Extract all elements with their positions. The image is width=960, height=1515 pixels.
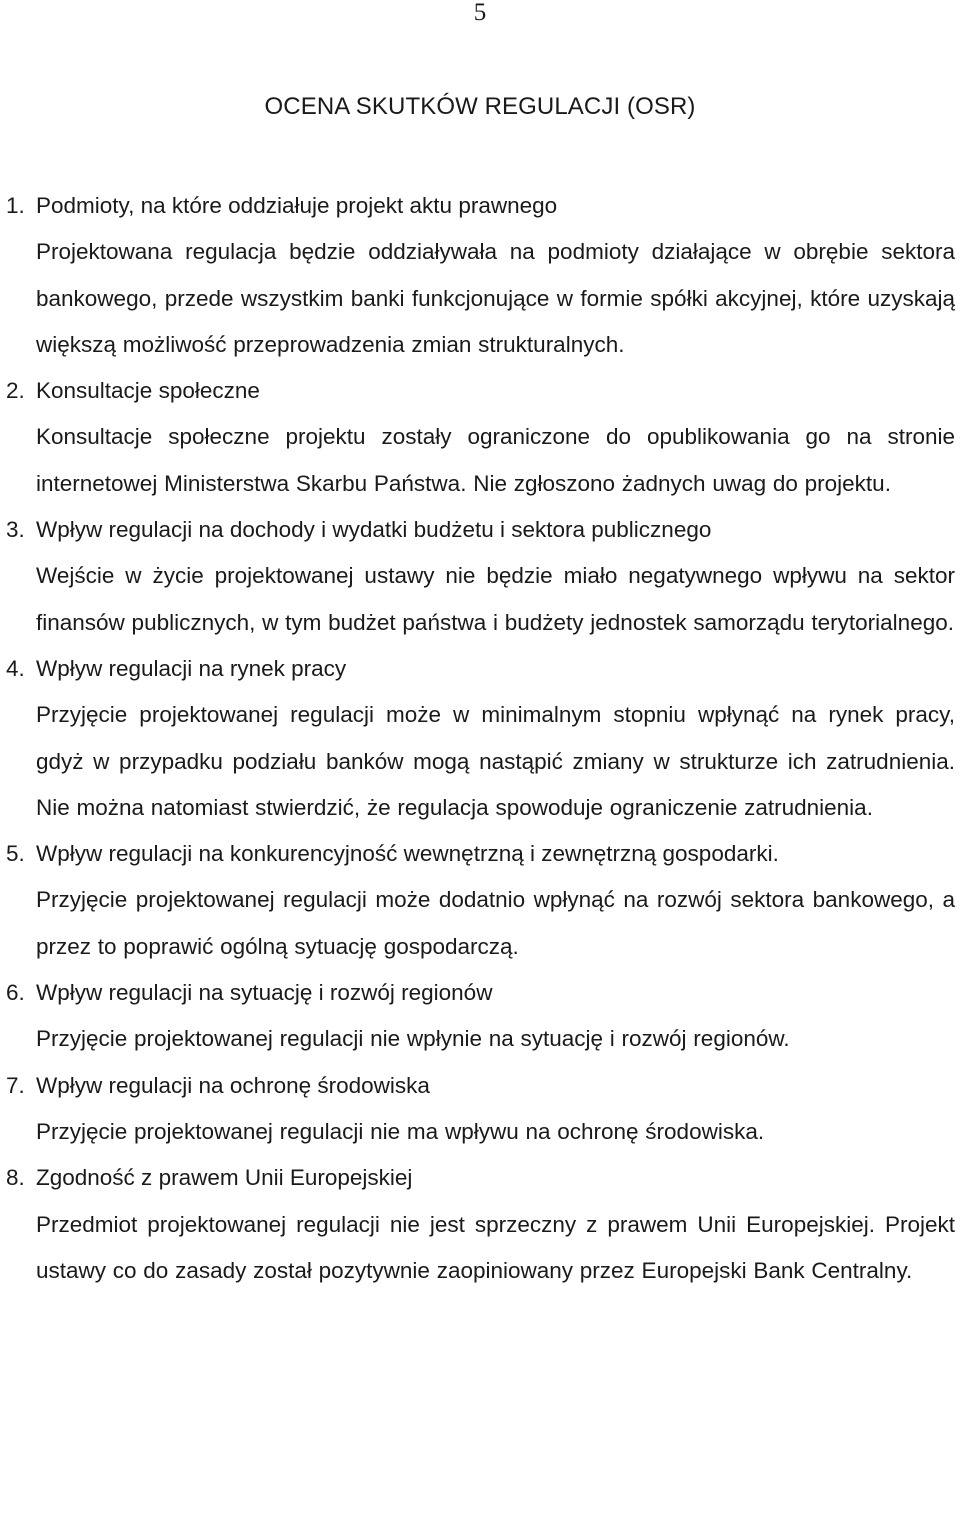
section-body: Przedmiot projektowanej regulacji nie jest sprzeczny z prawem Unii Europejskiej. Projekt ustawy co do zasady został pozytywnie zaopiniowany przez Europejski Bank Centralny. — [36, 1211, 955, 1283]
section-heading — [0, 646, 956, 692]
section-number: 7. — [6, 1072, 25, 1098]
sections-list — [0, 183, 960, 1294]
section-body: Konsultacje społeczne projektu zostały ograniczone do opublikowania go na stronie internetowej Ministerstwa Skarbu Państwa. Nie zgłoszono żadnych uwag do projektu. — [36, 424, 955, 496]
section-body: Przyjęcie projektowanej regulacji nie wpłynie na sytuację i rozwój regionów. — [36, 1026, 790, 1052]
section-body: Przyjęcie projektowanej regulacji nie ma wpływu na ochronę środowiska. — [36, 1118, 765, 1144]
section-number: 8. — [6, 1165, 25, 1191]
section-heading-text: Wpływ regulacji na sytuację i rozwój regionów — [36, 980, 493, 1006]
section-heading-text: Wpływ regulacji na konkurencyjność wewnętrzną i zewnętrzną gospodarki. — [36, 841, 779, 867]
section-heading — [0, 831, 956, 877]
section-heading — [0, 183, 956, 229]
section-heading-text: Podmioty, na które oddziałuje projekt aktu prawnego — [36, 193, 558, 218]
section-number: 1. — [6, 193, 25, 218]
section-3 — [0, 507, 960, 646]
section-heading — [0, 1155, 956, 1201]
section-number: 4. — [6, 655, 25, 681]
section-body: Wejście w życie projektowanej ustawy nie będzie miało negatywnego wpływu na sektor finansów publicznych, w tym budżet państwa i budżety jednostek samorządu terytorialnego. — [36, 563, 955, 635]
section-heading — [0, 1063, 956, 1109]
section-6 — [0, 970, 960, 1063]
section-8 — [0, 1155, 960, 1294]
section-number: 3. — [6, 517, 25, 543]
page-number: 5 — [473, 0, 487, 26]
document-title: OCENA SKUTKÓW REGULACJI (OSR) — [264, 93, 696, 120]
section-number: 5. — [6, 841, 25, 867]
section-body: Projektowana regulacja będzie oddziaływała na podmioty działające w obrębie sektora bankowego, przede wszystkim banki funkcjonujące w formie spółki akcyjnej, które uzyskają większą możliwość przeprowadzenia zmian strukturalnych. — [36, 239, 955, 357]
section-heading-text: Wpływ regulacji na ochronę środowiska — [36, 1072, 430, 1098]
section-body: Przyjęcie projektowanej regulacji może w minimalnym stopniu wpłynąć na rynek pracy, gdyż w przypadku podziału banków mogą nastąpić zmiany w strukturze ich zatrudnienia. Nie można natomiast stwierdzić, że regulacja spowoduje ograniczenie zatrudnienia. — [36, 702, 955, 820]
section-number: 2. — [6, 378, 25, 404]
section-heading-text: Wpływ regulacji na rynek pracy — [36, 655, 347, 681]
section-number: 6. — [6, 980, 25, 1006]
section-2 — [0, 368, 960, 507]
section-5 — [0, 831, 960, 970]
section-body: Przyjęcie projektowanej regulacji może dodatnio wpłynąć na rozwój sektora bankowego, a przez to poprawić ogólną sytuację gospodarczą. — [36, 887, 955, 959]
section-4 — [0, 646, 960, 831]
section-heading — [0, 970, 956, 1016]
section-7 — [0, 1063, 960, 1156]
section-heading-text: Konsultacje społeczne — [36, 378, 260, 404]
section-heading — [0, 507, 956, 553]
section-1 — [0, 183, 960, 368]
section-heading-text: Wpływ regulacji na dochody i wydatki budżetu i sektora publicznego — [36, 517, 712, 543]
section-heading — [0, 368, 956, 414]
section-heading-text: Zgodność z prawem Unii Europejskiej — [36, 1165, 413, 1191]
